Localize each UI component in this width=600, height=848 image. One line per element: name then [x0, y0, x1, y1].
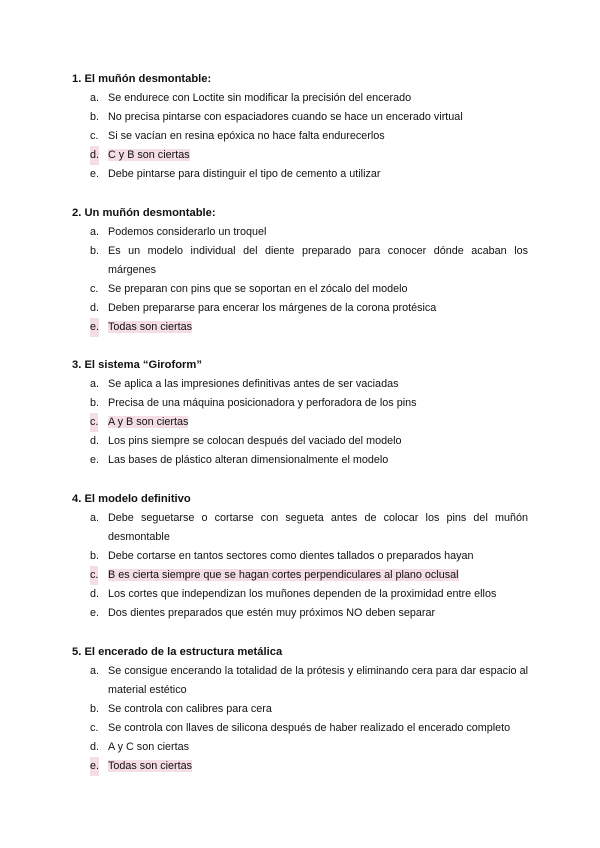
question-title: 3. El sistema “Giroform”	[72, 359, 202, 371]
option-letter: c.	[90, 130, 99, 142]
option-letter: b.	[90, 397, 100, 409]
option-d	[72, 738, 528, 757]
option-e	[72, 757, 528, 776]
option-text: Se consigue encerando la totalidad de la prótesis y eliminando cera para dar espacio al material estético	[108, 665, 528, 696]
question-title: 5. El encerado de la estructura metálica	[72, 646, 283, 658]
option-text: C y B son ciertas	[108, 149, 190, 161]
option-text: Podemos considerarlo un troquel	[108, 226, 267, 238]
option-text: Los cortes que independizan los muñones dependen de la proximidad entre ellos	[108, 588, 497, 600]
option-text: Las bases de plástico alteran dimensionalmente el modelo	[108, 454, 389, 466]
option-letter: e.	[90, 168, 100, 180]
question-4	[72, 490, 528, 623]
option-c	[72, 280, 528, 299]
option-list	[72, 375, 528, 470]
option-letter: b.	[90, 550, 100, 562]
option-letter: c.	[90, 283, 99, 295]
option-letter: b.	[90, 245, 100, 257]
option-letter: e.	[90, 454, 100, 466]
option-letter: d.	[90, 588, 100, 600]
option-letter: c.	[90, 566, 98, 585]
option-e	[72, 604, 528, 623]
option-a	[72, 375, 528, 394]
option-letter: c.	[90, 722, 99, 734]
option-d	[72, 146, 528, 165]
option-c	[72, 566, 528, 585]
option-a	[72, 509, 528, 547]
option-text: B es cierta siempre que se hagan cortes perpendiculares al plano oclusal	[108, 569, 459, 581]
option-letter: a.	[90, 512, 100, 524]
option-list	[72, 662, 528, 776]
option-text: Debe seguetarse o cortarse con segueta antes de colocar los pins del muñón desmontable	[108, 512, 528, 543]
option-list	[72, 89, 528, 184]
option-letter: d.	[90, 741, 100, 753]
option-text: Todas son ciertas	[108, 321, 193, 333]
option-text: No precisa pintarse con espaciadores cuando se hace un encerado virtual	[108, 111, 463, 123]
option-text: Dos dientes preparados que estén muy próximos NO deben separar	[108, 607, 436, 619]
option-d	[72, 299, 528, 318]
option-letter: d.	[90, 302, 100, 314]
option-text: Los pins siempre se colocan después del vaciado del modelo	[108, 435, 402, 447]
option-c	[72, 127, 528, 146]
option-e	[72, 165, 528, 184]
option-d	[72, 585, 528, 604]
option-e	[72, 318, 528, 337]
option-b	[72, 108, 528, 127]
option-letter: a.	[90, 92, 100, 104]
option-b	[72, 700, 528, 719]
option-text: A y B son ciertas	[108, 416, 189, 428]
question-2	[72, 204, 528, 337]
question-title: 4. El modelo definitivo	[72, 493, 191, 505]
option-letter: a.	[90, 378, 100, 390]
option-d	[72, 432, 528, 451]
option-text: Deben prepararse para encerar los márgenes de la corona protésica	[108, 302, 437, 314]
option-letter: d.	[90, 435, 100, 447]
option-text: Se controla con llaves de silicona después de haber realizado el encerado completo	[108, 722, 511, 734]
option-letter: e.	[90, 757, 99, 776]
option-letter: e.	[90, 607, 100, 619]
option-letter: b.	[90, 111, 100, 123]
option-list	[72, 223, 528, 337]
question-title: 2. Un muñón desmontable:	[72, 207, 216, 219]
option-letter: a.	[90, 665, 100, 677]
option-text: Debe pintarse para distinguir el tipo de cemento a utilizar	[108, 168, 381, 180]
option-text: A y C son ciertas	[108, 741, 190, 753]
option-text: Si se vacían en resina epóxica no hace falta endurecerlos	[108, 130, 385, 142]
option-a	[72, 223, 528, 242]
question-3	[72, 356, 528, 470]
option-a	[72, 662, 528, 700]
option-e	[72, 451, 528, 470]
option-text: Todas son ciertas	[108, 760, 193, 772]
option-text: Debe cortarse en tantos sectores como dientes tallados o preparados hayan	[108, 550, 474, 562]
option-c	[72, 719, 528, 738]
option-b	[72, 394, 528, 413]
question-1	[72, 70, 528, 184]
option-text: Es un modelo individual del diente preparado para conocer dónde acaban los márgenes	[108, 245, 528, 276]
option-letter: e.	[90, 318, 99, 337]
option-text: Se endurece con Loctite sin modificar la precisión del encerado	[108, 92, 412, 104]
option-letter: a.	[90, 226, 100, 238]
option-a	[72, 89, 528, 108]
question-title: 1. El muñón desmontable:	[72, 73, 212, 85]
option-text: Precisa de una máquina posicionadora y perforadora de los pins	[108, 397, 417, 409]
option-c	[72, 413, 528, 432]
question-5	[72, 643, 528, 776]
option-text: Se preparan con pins que se soportan en el zócalo del modelo	[108, 283, 408, 295]
option-b	[72, 242, 528, 280]
option-text: Se aplica a las impresiones definitivas antes de ser vaciadas	[108, 378, 399, 390]
option-text: Se controla con calibres para cera	[108, 703, 272, 715]
option-b	[72, 547, 528, 566]
option-letter: b.	[90, 703, 100, 715]
option-list	[72, 509, 528, 623]
option-letter: d.	[90, 146, 99, 165]
option-letter: c.	[90, 413, 98, 432]
